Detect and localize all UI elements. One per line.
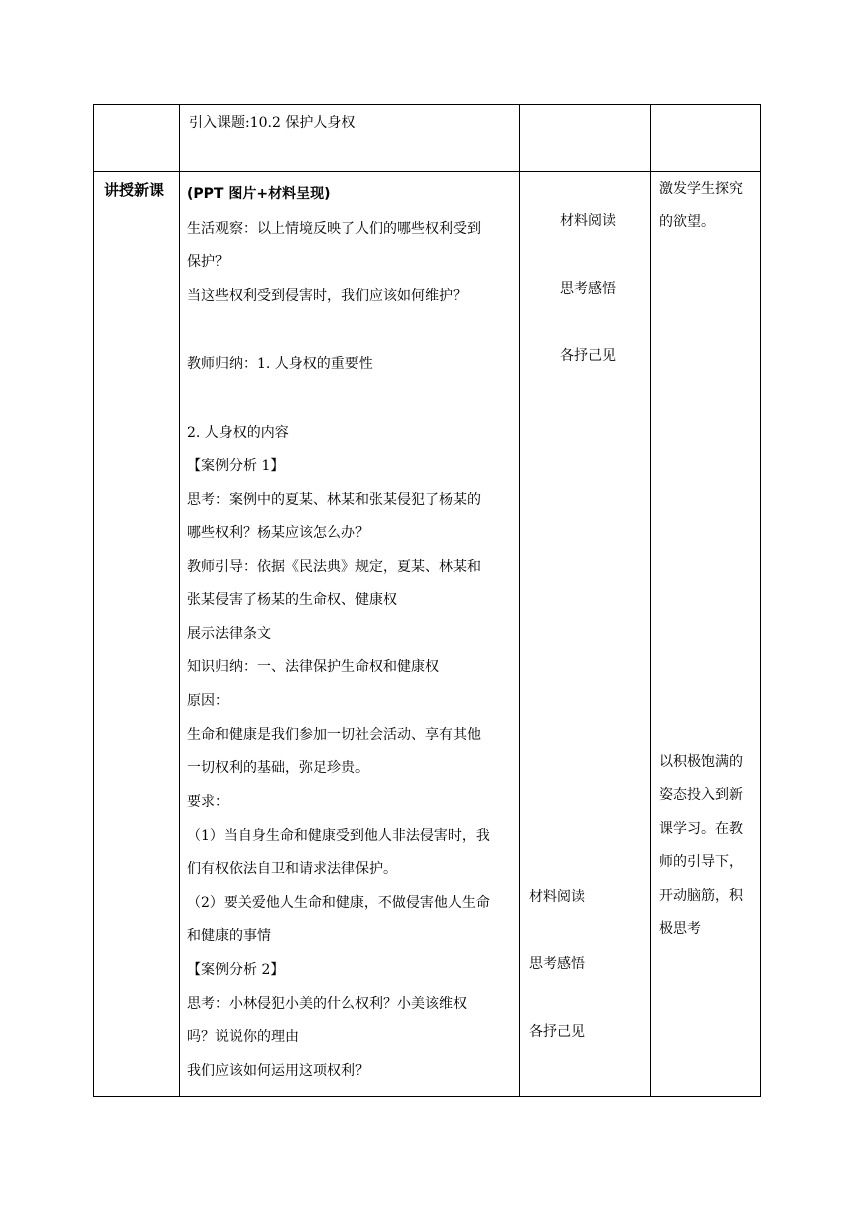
intent-line: 开动脑筋，积 [659, 888, 743, 904]
student-activity-cell [520, 172, 651, 1097]
teaching-row [94, 172, 761, 1097]
intent-line: 以积极饱满的 [659, 754, 743, 770]
section-label: 讲授新课 [104, 181, 165, 199]
activity-reading: 材料阅读 [560, 213, 616, 229]
content-line: 当这些权利受到侵害时，我们应该如何维护？ [187, 288, 467, 304]
activity-reading: 材料阅读 [529, 889, 585, 905]
content-line: 生命和健康是我们参加一切社会活动、享有其他 [187, 727, 481, 743]
intent-line: 师的引导下， [659, 854, 743, 870]
activity-discussion: 各抒己见 [529, 1024, 585, 1040]
intro-intent-cell [651, 105, 761, 172]
content-line: 思考：案例中的夏某、林某和张某侵犯了杨某的 [187, 492, 481, 508]
intent-line: 激发学生探究 [659, 181, 743, 197]
content-line: 我们应该如何运用这项权利？ [187, 1063, 369, 1079]
content-line: 们有权依法自卫和请求法律保护。 [187, 861, 397, 877]
content-line: 知识归纳：一、法律保护生命权和健康权 [187, 659, 439, 675]
intent-line: 姿态投入到新 [659, 787, 743, 803]
design-intent-cell [651, 172, 761, 1097]
intro-content-cell [180, 105, 520, 172]
intro-label-cell [94, 105, 180, 172]
intro-row [94, 105, 761, 172]
content-line: 【案例分析 1】 [187, 458, 285, 474]
activity-reflection: 思考感悟 [560, 281, 616, 297]
activity-discussion: 各抒己见 [560, 348, 616, 364]
content-line: 教师归纳：1. 人身权的重要性 [187, 356, 373, 372]
content-line: 吗？说说你的理由 [187, 1029, 299, 1045]
content-line: （2）要关爱他人生命和健康，不做侵害他人生命 [187, 895, 490, 911]
intro-activity-cell [520, 105, 651, 172]
content-line: 展示法律条文 [187, 626, 271, 642]
content-line: 和健康的事情 [187, 928, 271, 944]
content-line: 思考：小林侵犯小美的什么权利？小美该维权 [187, 996, 467, 1012]
intro-topic: 引入课题:10.2 保护人身权 [189, 115, 356, 131]
section-label-cell [94, 172, 180, 1097]
content-line: 2. 人身权的内容 [187, 425, 289, 441]
content-line: 教师引导：依据《民法典》规定，夏某、林某和 [187, 559, 481, 575]
teaching-content-cell [180, 172, 520, 1097]
content-line: 保护？ [187, 254, 229, 270]
content-line: 【案例分析 2】 [187, 962, 285, 978]
intent-line: 的欲望。 [659, 214, 715, 230]
intent-line: 极思考 [659, 921, 701, 937]
content-line: 张某侵害了杨某的生命权、健康权 [187, 592, 397, 608]
content-line: 哪些权利？杨某应该怎么办？ [187, 525, 369, 541]
content-line: 生活观察：以上情境反映了人们的哪些权利受到 [187, 221, 481, 237]
intent-line: 课学习。在教 [659, 821, 743, 837]
content-line: 要求： [187, 794, 229, 810]
content-line: 原因： [187, 693, 229, 709]
content-line: 一切权利的基础，弥足珍贵。 [187, 760, 369, 776]
content-line: （1）当自身生命和健康受到他人非法侵害时，我 [187, 828, 490, 844]
lesson-plan-table [93, 104, 761, 1097]
content-line-ppt: (PPT 图片+材料呈现) [187, 186, 331, 202]
activity-reflection: 思考感悟 [529, 956, 585, 972]
